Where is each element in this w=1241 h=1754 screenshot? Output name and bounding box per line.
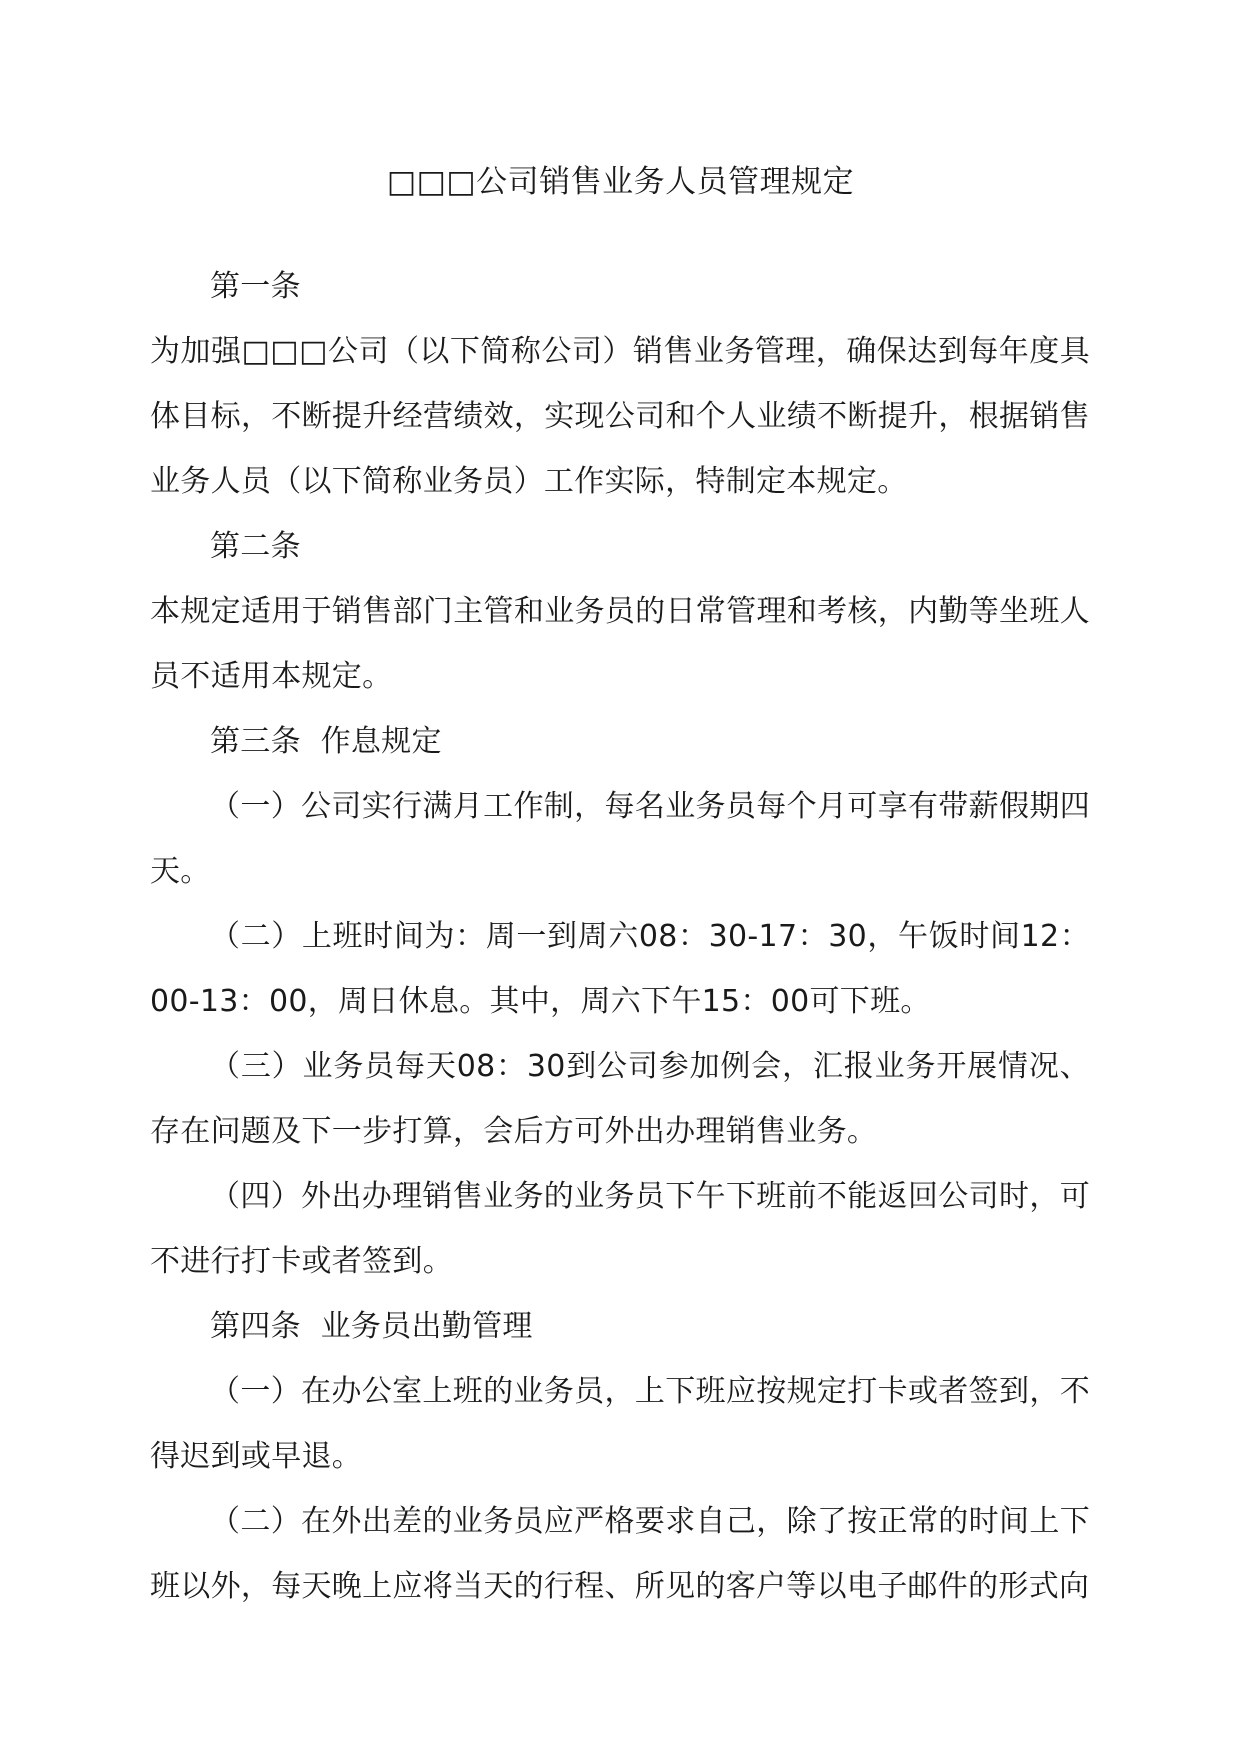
article-2-heading: 第二条: [210, 529, 301, 564]
article-3-item-1: （一）公司实行满月工作制，每名业务员每个月可享有带薪假期四天。: [150, 789, 1090, 889]
article-4-heading: 第四条 业务员出勤管理: [210, 1309, 533, 1344]
article-4-item-1: （一）在办公室上班的业务员，上下班应按规定打卡或者签到，不得迟到或早退。: [150, 1374, 1090, 1474]
document-title: □□□公司销售业务人员管理规定: [386, 164, 855, 200]
article-3-item-3: （三）业务员每天08：30到公司参加例会，汇报业务开展情况、存在问题及下一步打算，会后方可外出办理销售业务。: [150, 1049, 1090, 1149]
article-3-heading: 第三条 作息规定: [210, 724, 442, 759]
article-1-text: 为加强□□□公司（以下简称公司）销售业务管理，确保达到每年度具体目标，不断提升经营绩效，实现公司和个人业绩不断提升，根据销售业务人员（以下简称业务员）工作实际，特制定本规定。: [150, 334, 1090, 499]
article-2-text: 本规定适用于销售部门主管和业务员的日常管理和考核，内勤等坐班人员不适用本规定。: [150, 594, 1090, 694]
article-3-item-2: （二）上班时间为：周一到周六08：30-17：30，午饭时间12：00-13：00，周日休息。其中，周六下午15：00可下班。: [150, 919, 1090, 1019]
document-body: [150, 254, 1090, 1619]
article-3-item-4: （四）外出办理销售业务的业务员下午下班前不能返回公司时，可不进行打卡或者签到。: [150, 1179, 1090, 1279]
article-4-item-2: （二）在外出差的业务员应严格要求自己，除了按正常的时间上下班以外，每天晚上应将当天的行程、所见的客户等以电子邮件的形式向: [150, 1504, 1090, 1604]
article-1-heading: 第一条: [210, 269, 301, 304]
